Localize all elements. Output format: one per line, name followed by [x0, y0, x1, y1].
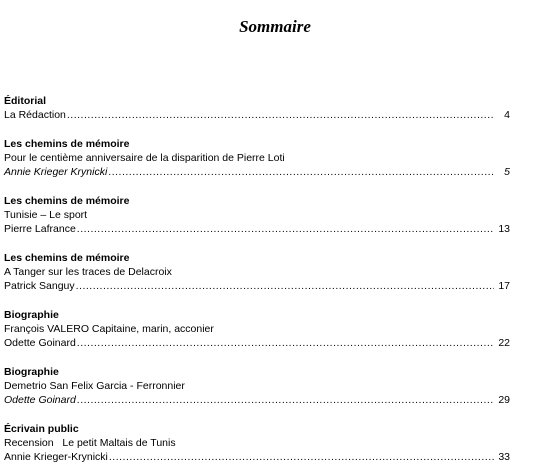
- dot-leader: [76, 279, 494, 293]
- toc-section-heading: Biographie: [4, 309, 59, 321]
- toc-page-number: 4: [504, 109, 510, 121]
- toc-entry-editorial: [4, 94, 510, 122]
- toc-author: Odette Goinard: [4, 337, 76, 349]
- toc-article-title: A Tanger sur les traces de Delacroix: [4, 266, 172, 278]
- dot-leader: [77, 393, 494, 407]
- toc-entry-pierre-loti: [4, 137, 510, 179]
- table-of-contents: [4, 94, 510, 464]
- toc-entry-tanger-delacroix: [4, 251, 510, 293]
- toc-entry-ecrivain-public: [4, 422, 510, 464]
- dot-leader: [67, 108, 494, 122]
- toc-section-heading: Les chemins de mémoire: [4, 252, 130, 264]
- toc-page-number: 29: [498, 394, 510, 406]
- toc-entry-demetrio-san-felix: [4, 365, 510, 407]
- toc-section-heading: Les chemins de mémoire: [4, 138, 130, 150]
- toc-article-title: Recension Le petit Maltais de Tunis: [4, 437, 176, 449]
- toc-article-title: Demetrio San Felix Garcia - Ferronnier: [4, 380, 185, 392]
- toc-entry-tunisie-sport: [4, 194, 510, 236]
- toc-page-number: 33: [498, 451, 510, 463]
- dot-leader: [77, 336, 494, 350]
- toc-author: Pierre Lafrance: [4, 223, 76, 235]
- toc-author: Patrick Sanguy: [4, 280, 75, 292]
- toc-section-heading: Les chemins de mémoire: [4, 195, 130, 207]
- toc-author: Odette Goinard: [4, 394, 76, 406]
- toc-author-line[interactable]: [4, 450, 510, 464]
- toc-page-number: 5: [504, 166, 510, 178]
- toc-author-line[interactable]: [4, 165, 510, 179]
- toc-author-line[interactable]: [4, 108, 510, 122]
- toc-author-line[interactable]: [4, 222, 510, 236]
- toc-section-heading: Biographie: [4, 366, 59, 378]
- dot-leader: [77, 222, 494, 236]
- page-title: Sommaire: [239, 17, 311, 36]
- toc-entry-francois-valero: [4, 308, 510, 350]
- toc-author: La Rédaction: [4, 109, 66, 121]
- toc-author-line[interactable]: [4, 279, 510, 293]
- toc-page-number: 17: [498, 280, 510, 292]
- toc-author: Annie Krieger-Krynicki: [4, 451, 108, 463]
- toc-section-heading: Éditorial: [4, 95, 47, 107]
- toc-article-title: François VALERO Capitaine, marin, acconier: [4, 323, 214, 335]
- toc-author-line[interactable]: [4, 393, 510, 407]
- dot-leader: [109, 450, 494, 464]
- toc-article-title: Tunisie – Le sport: [4, 209, 88, 221]
- dot-leader: [108, 165, 494, 179]
- toc-author-line[interactable]: [4, 336, 510, 350]
- toc-page-number: 22: [498, 337, 510, 349]
- toc-section-heading: Écrivain public: [4, 423, 79, 435]
- toc-page-number: 13: [498, 223, 510, 235]
- toc-article-title: Pour le centième anniversaire de la disparition de Pierre Loti: [4, 152, 285, 164]
- toc-author: Annie Krieger Krynicki: [4, 166, 108, 178]
